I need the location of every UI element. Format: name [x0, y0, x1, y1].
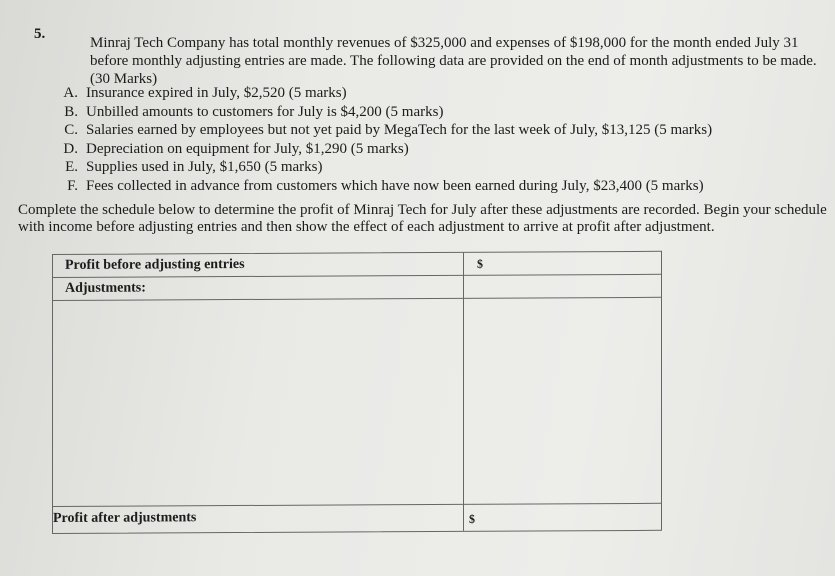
- item-letter: F.: [67, 177, 78, 194]
- item-letter: E.: [65, 159, 78, 176]
- adjustments-label: Adjustments:: [65, 280, 146, 296]
- schedule-instruction: Complete the schedule below to determine the profit of Minraj Tech for July after these adjustments are recorded. Begin your schedule with income before adjusting entries and then show the effect of each adjustment to arrive at profit after adjustment.: [18, 202, 827, 235]
- adjustments-row: [53, 275, 661, 301]
- item-letter: C.: [64, 122, 78, 139]
- profit-before-label: Profit before adjusting entries: [65, 256, 245, 273]
- adjustment-items-list: [50, 84, 712, 196]
- profit-before-row: [53, 252, 661, 278]
- adjustment-item: [50, 121, 712, 140]
- item-text: Insurance expired in July, $2,520 (5 marks): [86, 85, 347, 101]
- item-text: Fees collected in advance from customers which have now been earned during July, $23,400 (5 marks): [86, 177, 704, 194]
- item-text: Salaries earned by employees but not yet paid by MegaTech for the last week of July, $13,125 (5 marks): [86, 122, 713, 139]
- question-intro: Minraj Tech Company has total monthly revenues of $325,000 and expenses of $198,000 for the month ended July 31 before monthly adjusting entries are made. The following data are provided on the end of month adjustments to be made. (30 Marks): [90, 35, 817, 87]
- adjustment-item: [50, 140, 712, 159]
- item-letter: A.: [63, 85, 78, 101]
- profit-after-amount-cell[interactable]: $: [469, 511, 475, 526]
- adjustment-item: [50, 103, 712, 122]
- adjustment-item: [50, 84, 712, 103]
- item-letter: B.: [64, 103, 78, 120]
- adjustment-item: [50, 177, 712, 196]
- profit-after-row: [53, 503, 661, 533]
- item-text: Supplies used in July, $1,650 (5 marks): [86, 159, 323, 176]
- profit-before-amount-cell[interactable]: $: [477, 256, 483, 271]
- item-text: Depreciation on equipment for July, $1,290 (5 marks): [86, 140, 409, 157]
- adjustment-item: [50, 158, 712, 177]
- item-text: Unbilled amounts to customers for July is $4,200 (5 marks): [86, 103, 444, 120]
- profit-schedule-table: [52, 251, 662, 534]
- question-number: 5.: [34, 26, 46, 42]
- profit-after-label: Profit after adjustments: [53, 510, 197, 526]
- item-letter: D.: [63, 140, 78, 157]
